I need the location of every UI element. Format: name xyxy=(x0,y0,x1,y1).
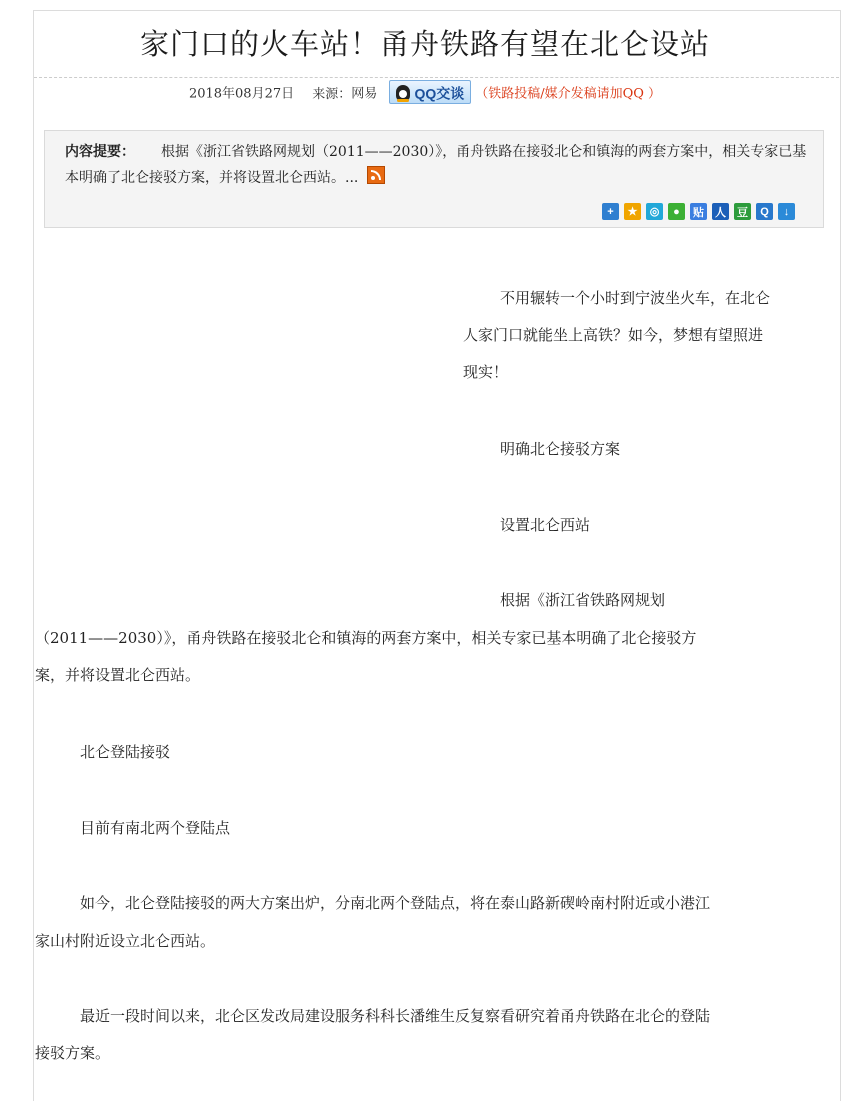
paragraph-2-line-3: 案，并将设置北仑西站。 xyxy=(35,666,201,684)
qq-penguin-icon xyxy=(396,85,410,101)
paragraph-4-line-2: 接驳方案。 xyxy=(35,1044,111,1062)
qzone-share-icon[interactable]: ★ xyxy=(624,203,641,220)
paragraph-4-line-1: 最近一段时间以来，北仑区发改局建设服务科科长潘维生反复察看研究着甬舟铁路在北仑的登陆 xyxy=(80,1007,711,1025)
intro-line-3: 现实！ xyxy=(463,363,509,381)
intro-line-2: 人家门口就能坐上高铁？如今，梦想有望照进 xyxy=(463,326,764,344)
add-share-icon[interactable]: + xyxy=(602,203,619,220)
subheading-1: 明确北仑接驳方案 xyxy=(500,440,621,458)
article-meta xyxy=(0,80,850,104)
summary-text: 根据《浙江省铁路网规划（2011——2030）》，甬舟铁路在接驳北仑和镇海的两套方案中，相关专家已基本明确了北仑接驳方案，并将设置北仑西站。... xyxy=(65,144,807,186)
summary-content xyxy=(65,139,811,191)
source-name: 网易 xyxy=(351,86,378,102)
rss-icon[interactable] xyxy=(367,166,385,184)
article-title: 家门口的火车站！甬舟铁路有望在北仑设站 xyxy=(139,27,710,61)
paragraph-3-line-2: 家山村附近设立北仑西站。 xyxy=(35,932,216,950)
subheading-3: 北仑登陆接驳 xyxy=(80,743,171,761)
intro-line-1: 不用辗转一个小时到宁波坐火车，在北仑 xyxy=(500,289,771,307)
renren-share-icon[interactable]: 人 xyxy=(712,203,729,220)
qq-chat-label: QQ交谈 xyxy=(414,85,465,102)
source-label: 来源： xyxy=(312,86,352,102)
douban-share-icon[interactable]: 豆 xyxy=(734,203,751,220)
wechat-share-icon[interactable]: ● xyxy=(668,203,685,220)
more-share-icon[interactable]: ↓ xyxy=(778,203,795,220)
subheading-4: 目前有南北两个登陆点 xyxy=(80,819,231,837)
tieba-share-icon[interactable]: 贴 xyxy=(690,203,707,220)
subheading-2: 设置北仑西站 xyxy=(500,516,591,534)
contribute-link[interactable]: （铁路投稿/媒介发稿请加QQ ） xyxy=(475,86,662,102)
paragraph-2-line-1: 根据《浙江省铁路网规划 xyxy=(500,591,666,609)
paragraph-intro xyxy=(463,280,819,391)
title-divider xyxy=(34,77,839,78)
publish-date: 2018年08月27日 xyxy=(188,86,295,102)
paragraph-2-line-2: （2011——2030）》，甬舟铁路在接驳北仑和镇海的两套方案中，相关专家已基本明确了北仑接驳方 xyxy=(35,629,697,647)
share-toolbar xyxy=(602,203,795,220)
qq-chat-button[interactable] xyxy=(389,80,471,104)
summary-box xyxy=(44,130,824,228)
paragraph-3-line-1: 如今，北仑登陆接驳的两大方案出炉，分南北两个登陆点，将在泰山路新碶岭南村附近或小港江 xyxy=(80,894,711,912)
qq-share-icon[interactable]: Q xyxy=(756,203,773,220)
weibo-share-icon[interactable]: ◎ xyxy=(646,203,663,220)
summary-label: 内容提要： xyxy=(65,144,135,160)
